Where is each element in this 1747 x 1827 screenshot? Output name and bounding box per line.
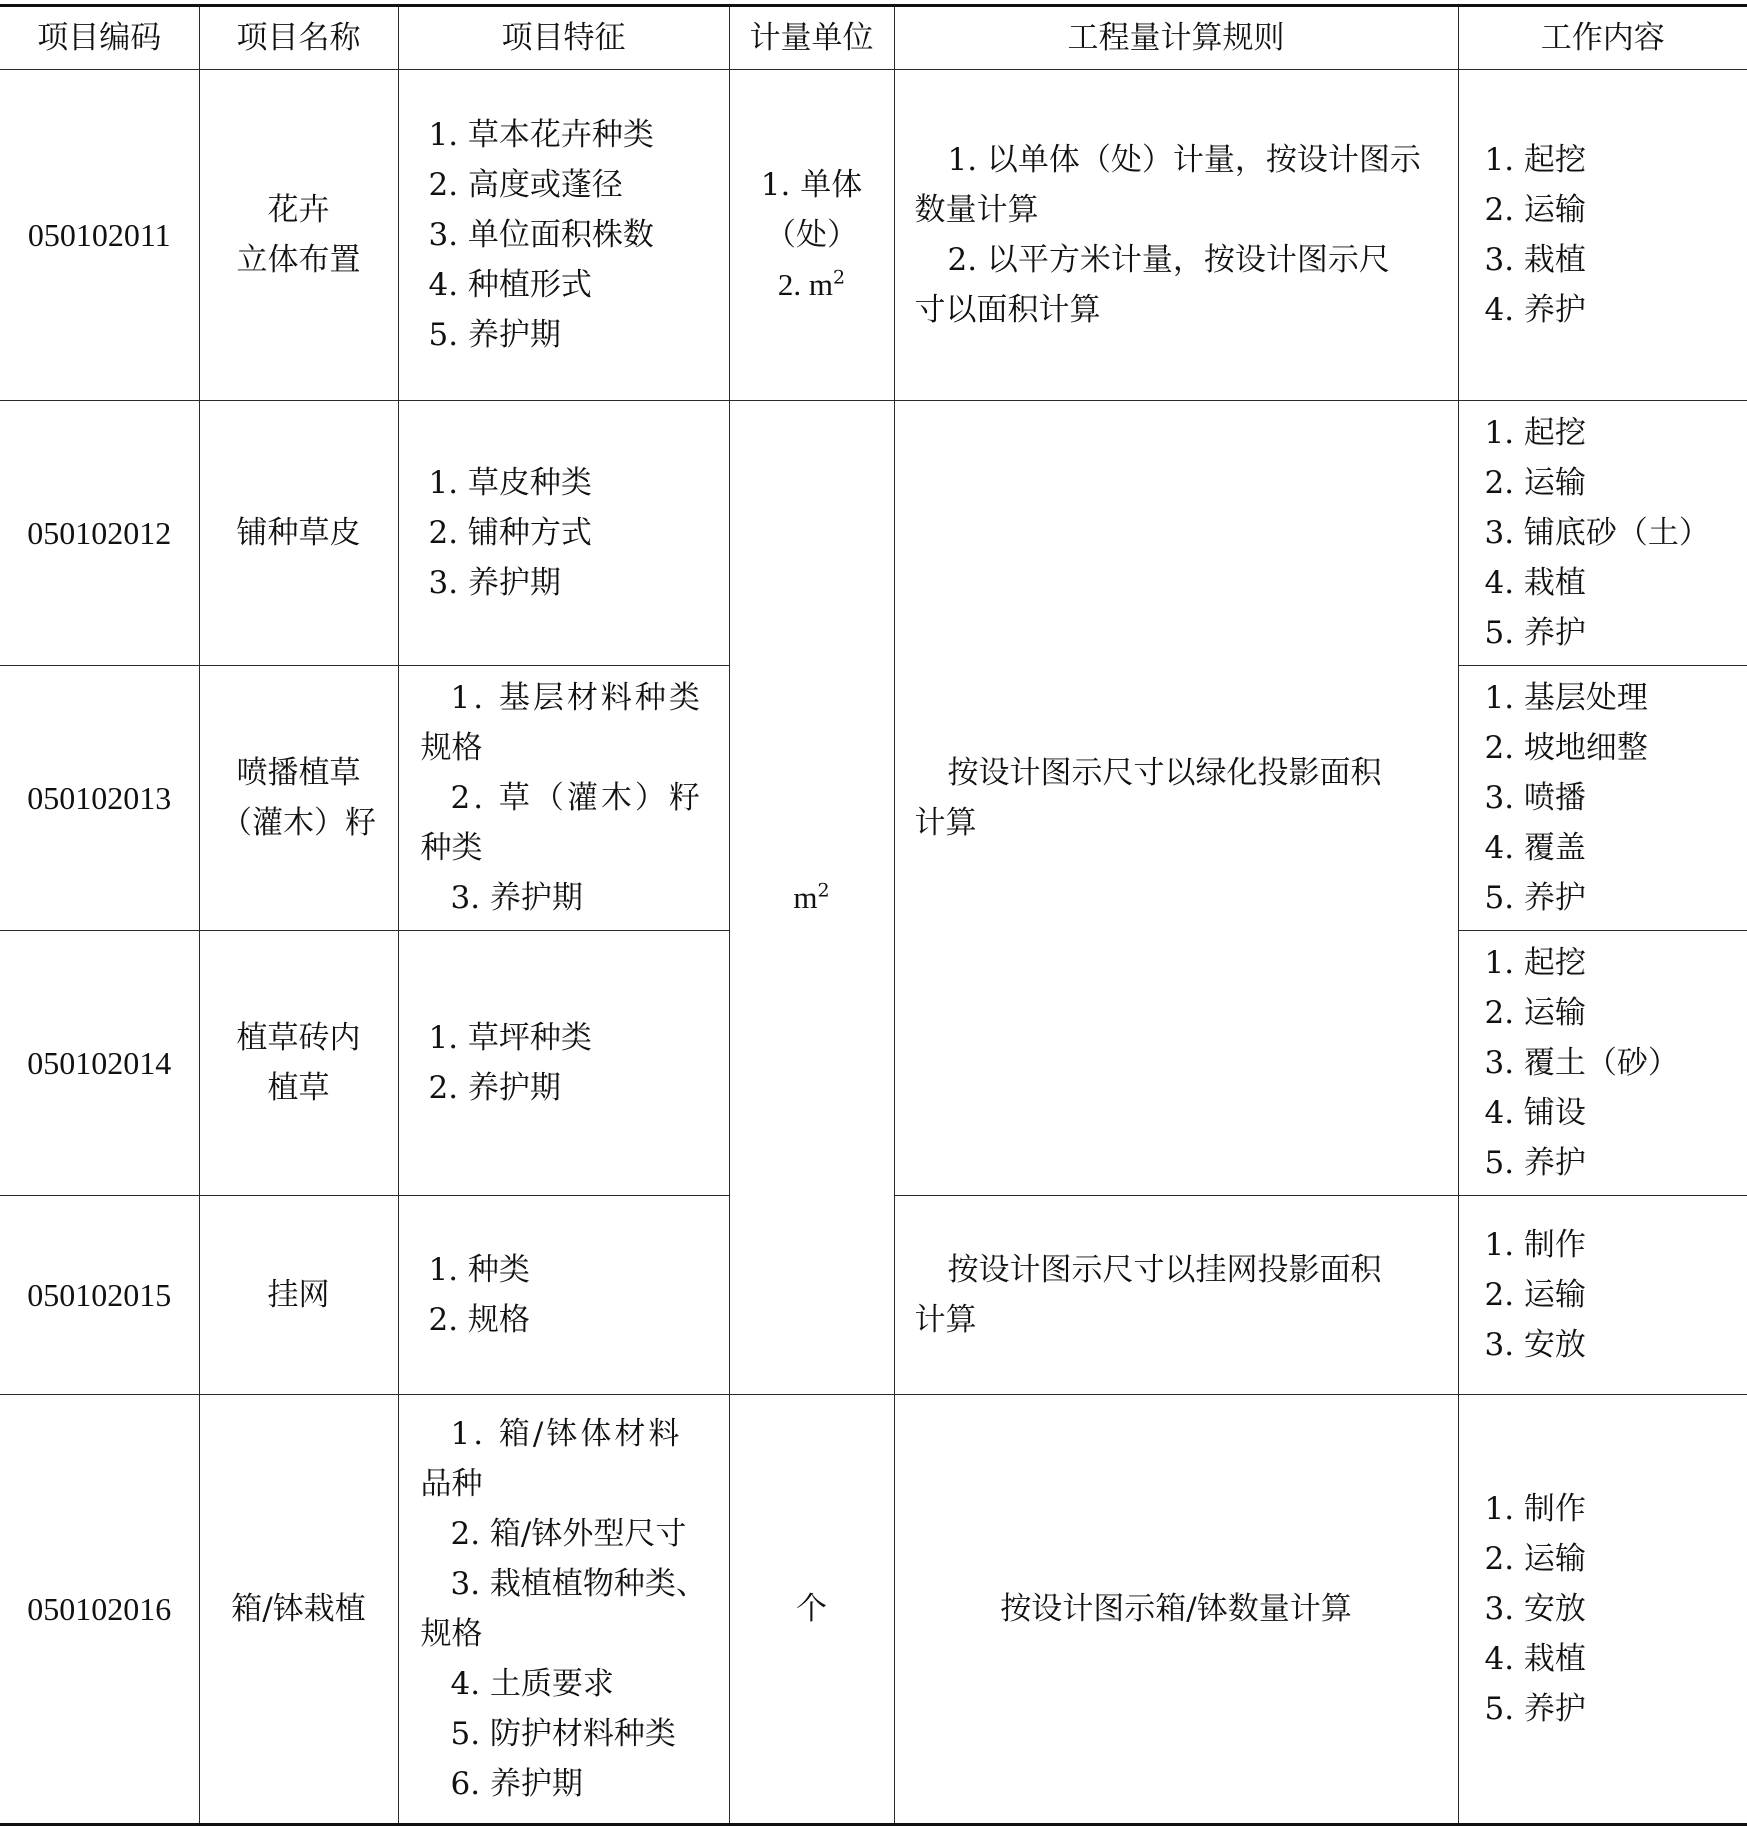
item-code: 050102015 [0,1196,199,1395]
item-content: 1. 制作 2. 运输 3. 安放 4. 栽植 5. 养护 [1458,1395,1747,1825]
table-row [0,401,1747,666]
item-name: 植草砖内 植草 [199,931,398,1196]
item-content: 1. 起挖 2. 运输 3. 栽植 4. 养护 [1458,70,1747,401]
item-content: 1. 基层处理 2. 坡地细整 3. 喷播 4. 覆盖 5. 养护 [1458,666,1747,931]
item-features: 1. 基层材料种类 规格 2. 草（灌木）籽 种类 3. 养护期 [398,666,729,931]
item-features: 1. 箱/钵体材料 品种 2. 箱/钵外型尺寸 3. 栽植植物种类、 规格 4. 土质要求 5. 防护材料种类 6. 养护期 [398,1395,729,1825]
item-code: 050102011 [0,70,199,401]
item-unit: 个 [729,1395,894,1825]
item-code: 050102014 [0,931,199,1196]
table-row [0,1395,1747,1825]
item-content: 1. 起挖 2. 运输 3. 铺底砂（土） 4. 栽植 5. 养护 [1458,401,1747,666]
item-features: 1. 草坪种类 2. 养护期 [398,931,729,1196]
item-content: 1. 制作 2. 运输 3. 安放 [1458,1196,1747,1395]
header-features: 项目特征 [398,6,729,70]
item-rule: 按设计图示箱/钵数量计算 [894,1395,1458,1825]
item-name: 花卉 立体布置 [199,70,398,401]
header-unit: 计量单位 [729,6,894,70]
item-name: 挂网 [199,1196,398,1395]
header-code: 项目编码 [0,6,199,70]
header-name: 项目名称 [199,6,398,70]
item-code: 050102012 [0,401,199,666]
item-name: 铺种草皮 [199,401,398,666]
item-features: 1. 草本花卉种类 2. 高度或蓬径 3. 单位面积株数 4. 种植形式 5. 养护期 [398,70,729,401]
item-code: 050102016 [0,1395,199,1825]
item-unit-shared: $m^2$ [729,401,894,1395]
item-content: 1. 起挖 2. 运输 3. 覆土（砂） 4. 铺设 5. 养护 [1458,931,1747,1196]
item-features: 1. 种类 2. 规格 [398,1196,729,1395]
item-features: 1. 草皮种类 2. 铺种方式 3. 养护期 [398,401,729,666]
item-rule-shared: 按设计图示尺寸以绿化投影面积 计算 [894,401,1458,1196]
item-name: 箱/钵栽植 [199,1395,398,1825]
item-code: 050102013 [0,666,199,931]
item-rule: 1. 以单体（处）计量，按设计图示 数量计算 2. 以平方米计量，按设计图示尺 寸以面积计算 [894,70,1458,401]
item-rule: 按设计图示尺寸以挂网投影面积 计算 [894,1196,1458,1395]
header-content: 工作内容 [1458,6,1747,70]
header-row [0,6,1747,70]
quantity-table [0,4,1747,1826]
header-rule: 工程量计算规则 [894,6,1458,70]
table-row [0,70,1747,401]
item-name: 喷播植草 （灌木）籽 [199,666,398,931]
item-unit: 1. 单体 （处） 2. $m^2$ [729,70,894,401]
